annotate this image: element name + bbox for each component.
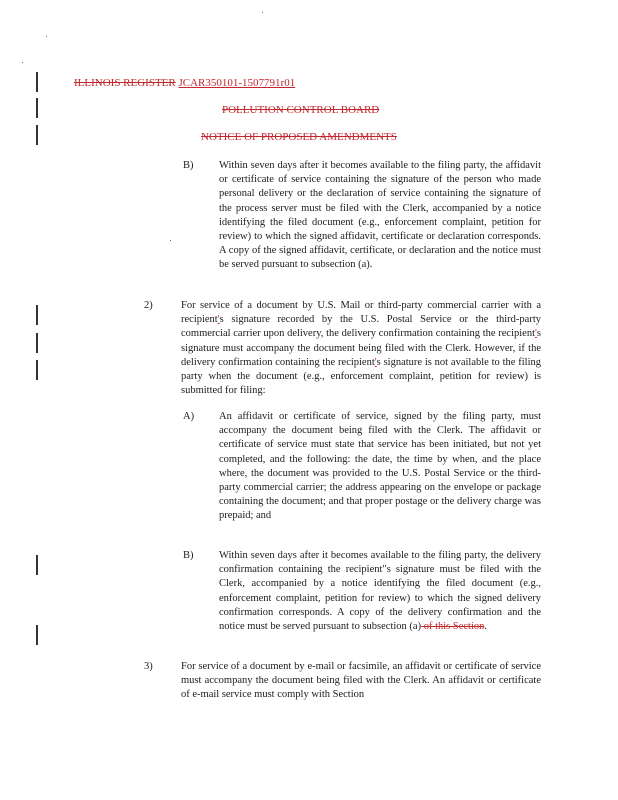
register-inserted-text: JCAR350101-1507791r01 xyxy=(178,77,296,89)
inserted-mark: ' xyxy=(217,314,220,326)
scan-speck xyxy=(22,62,23,63)
revision-bar xyxy=(36,333,38,353)
paragraph-3: For service of a document by e-mail or facsimile, an affidavit or certificate of service must accompany the document being filed with the Clerk. An affidavit or certificate of e-mail service must comply with Section xyxy=(181,661,541,701)
item-label: 3) xyxy=(144,661,153,672)
scan-speck xyxy=(170,240,171,241)
inserted-mark: ' xyxy=(374,356,377,368)
struck-text: of this Section xyxy=(421,621,485,633)
scan-speck xyxy=(46,36,47,37)
revision-bar xyxy=(36,125,38,145)
board-title: POLLUTION CONTROL BOARD xyxy=(222,104,380,116)
revision-bar xyxy=(36,98,38,118)
item-label: B) xyxy=(183,160,194,171)
paragraph-a: An affidavit or certificate of service, signed by the filing party, must accompany the document being filed with the Clerk. The affidavit or certificate of service must state that service has been initiated, but not yet completed, and the following: the date, the time by when, and the place where, the document was provided to the U.S. Postal Service or the third-party commercial carrier; the address appearing on the envelope or package containing the document; and that proper postage or the delivery charge was prepaid; and xyxy=(219,411,541,522)
revision-bar xyxy=(36,625,38,645)
register-struck-text: ILLINOIS REGISTER xyxy=(74,77,176,89)
item-label: 2) xyxy=(144,300,153,311)
paragraph-b1: Within seven days after it becomes available to the filing party, the affidavit or certificate of service containing the signature of the person who made personal delivery or the declaration of service containing the signature of the process server must be filed with the Clerk, accompanied by a notice identifying the filed document (e.g., enforcement complaint, petition for review) to which the signed affidavit, certificate or declaration corresponds. A copy of the signed affidavit, certificate, or declaration and the notice must be served pursuant to subsection (a). xyxy=(219,160,541,271)
paragraph-2: For service of a document by U.S. Mail or third-party commercial carrier with a recipient's signature recorded by the U.S. Postal Service or the third-party commercial carrier upon delivery, the delivery confirmation containing the recipient's signature must accompany the document being filed with the Clerk. However, if the delivery confirmation containing the recipient's signature is not available to the filing party when the document (e.g., enforcement complaint, petition for review) is submitted for filing: xyxy=(181,300,541,397)
scan-speck xyxy=(262,12,263,13)
revision-bar xyxy=(36,72,38,92)
item-label: B) xyxy=(183,550,194,561)
revision-bar xyxy=(36,555,38,575)
paragraph-b2: Within seven days after it becomes available to the filing party, the delivery confirmation containing the recipient"s signature must be filed with the Clerk, accompanied by a notice identifying the filed document (e.g., enforcement complaint, petition for review) to which the signed delivery confirmation corresponds. A copy of the delivery confirmation and the notice must be served pursuant to subsection (a) of this Section. xyxy=(219,550,541,633)
register-header xyxy=(74,76,295,90)
revision-bar xyxy=(36,360,38,380)
revision-bar xyxy=(36,305,38,325)
item-label: A) xyxy=(183,411,195,422)
inserted-mark: ' xyxy=(535,328,537,340)
notice-title: NOTICE OF PROPOSED AMENDMENTS xyxy=(201,131,397,143)
